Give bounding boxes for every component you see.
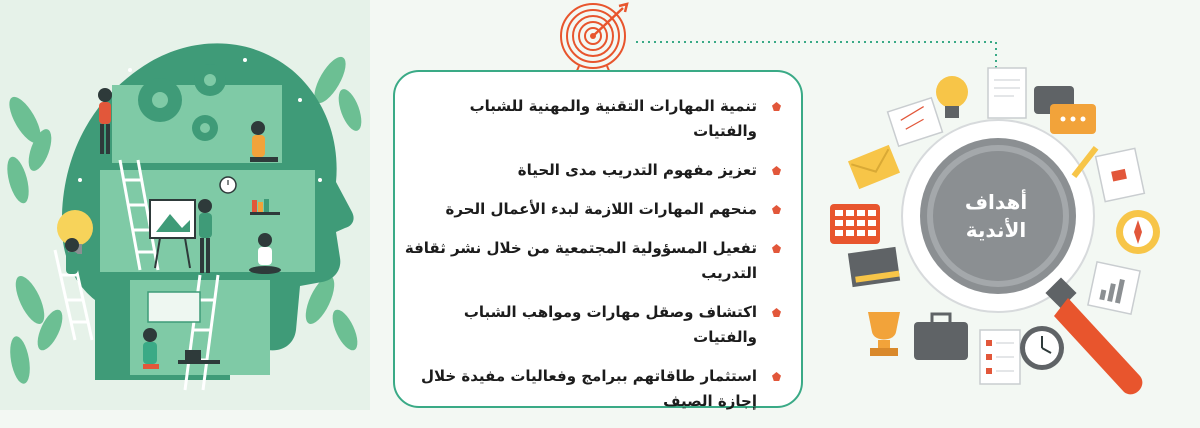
blueprint-icon bbox=[888, 98, 943, 146]
magnifier-title-line1: أهداف bbox=[964, 190, 1028, 214]
chat-bubble-icon bbox=[1034, 86, 1096, 134]
goal-text: تعزيز مفهوم التدريب مدى الحياة bbox=[517, 161, 757, 179]
bullet-pentagon-icon bbox=[772, 308, 781, 317]
goals-card bbox=[393, 70, 803, 408]
chart-sheet-icon bbox=[1088, 262, 1140, 314]
notebook-icon bbox=[848, 247, 900, 287]
bullet-pentagon-icon bbox=[772, 102, 781, 111]
goal-text: اكتشاف وصقل مهارات ومواهب الشباب والفتيات bbox=[463, 303, 757, 346]
bullet-pentagon-icon bbox=[772, 205, 781, 214]
bullet-pentagon-icon bbox=[772, 372, 781, 381]
trophy-icon bbox=[868, 312, 900, 356]
goal-text: استثمار طاقاتهم ببرامج وفعاليات مفيدة خلال إجازة الصيف bbox=[420, 367, 757, 410]
checklist-icon bbox=[980, 330, 1020, 384]
goal-text: منحهم المهارات اللازمة لبدء الأعمال الحرة bbox=[445, 200, 757, 218]
envelope-icon bbox=[848, 145, 900, 189]
goals-list bbox=[403, 94, 783, 428]
clock-icon bbox=[1020, 326, 1064, 370]
goal-item bbox=[403, 364, 783, 414]
lightbulb-icon bbox=[936, 76, 968, 118]
magnifier-title bbox=[950, 188, 1042, 244]
calculator-icon bbox=[830, 204, 880, 244]
briefcase-icon bbox=[914, 314, 968, 360]
person-figure bbox=[65, 238, 79, 274]
goal-item bbox=[403, 158, 783, 183]
newspaper-icon bbox=[1096, 148, 1145, 201]
bullet-pentagon-icon bbox=[772, 166, 781, 175]
goal-text: تنمية المهارات التقنية والمهنية للشباب والفتيات bbox=[469, 97, 757, 140]
head-illustration bbox=[0, 0, 370, 410]
goal-item bbox=[403, 94, 783, 144]
compass-icon bbox=[1116, 210, 1160, 254]
goal-text: تفعيل المسؤولية المجتمعية من خلال نشر ثقافة التدريب bbox=[404, 239, 757, 282]
clock-icon bbox=[220, 177, 236, 193]
bullet-pentagon-icon bbox=[772, 244, 781, 253]
goal-item bbox=[403, 300, 783, 350]
goal-item bbox=[403, 236, 783, 286]
document-icon bbox=[988, 68, 1026, 118]
magnifier-title-line2: الأندية bbox=[965, 218, 1027, 242]
goal-item bbox=[403, 197, 783, 222]
